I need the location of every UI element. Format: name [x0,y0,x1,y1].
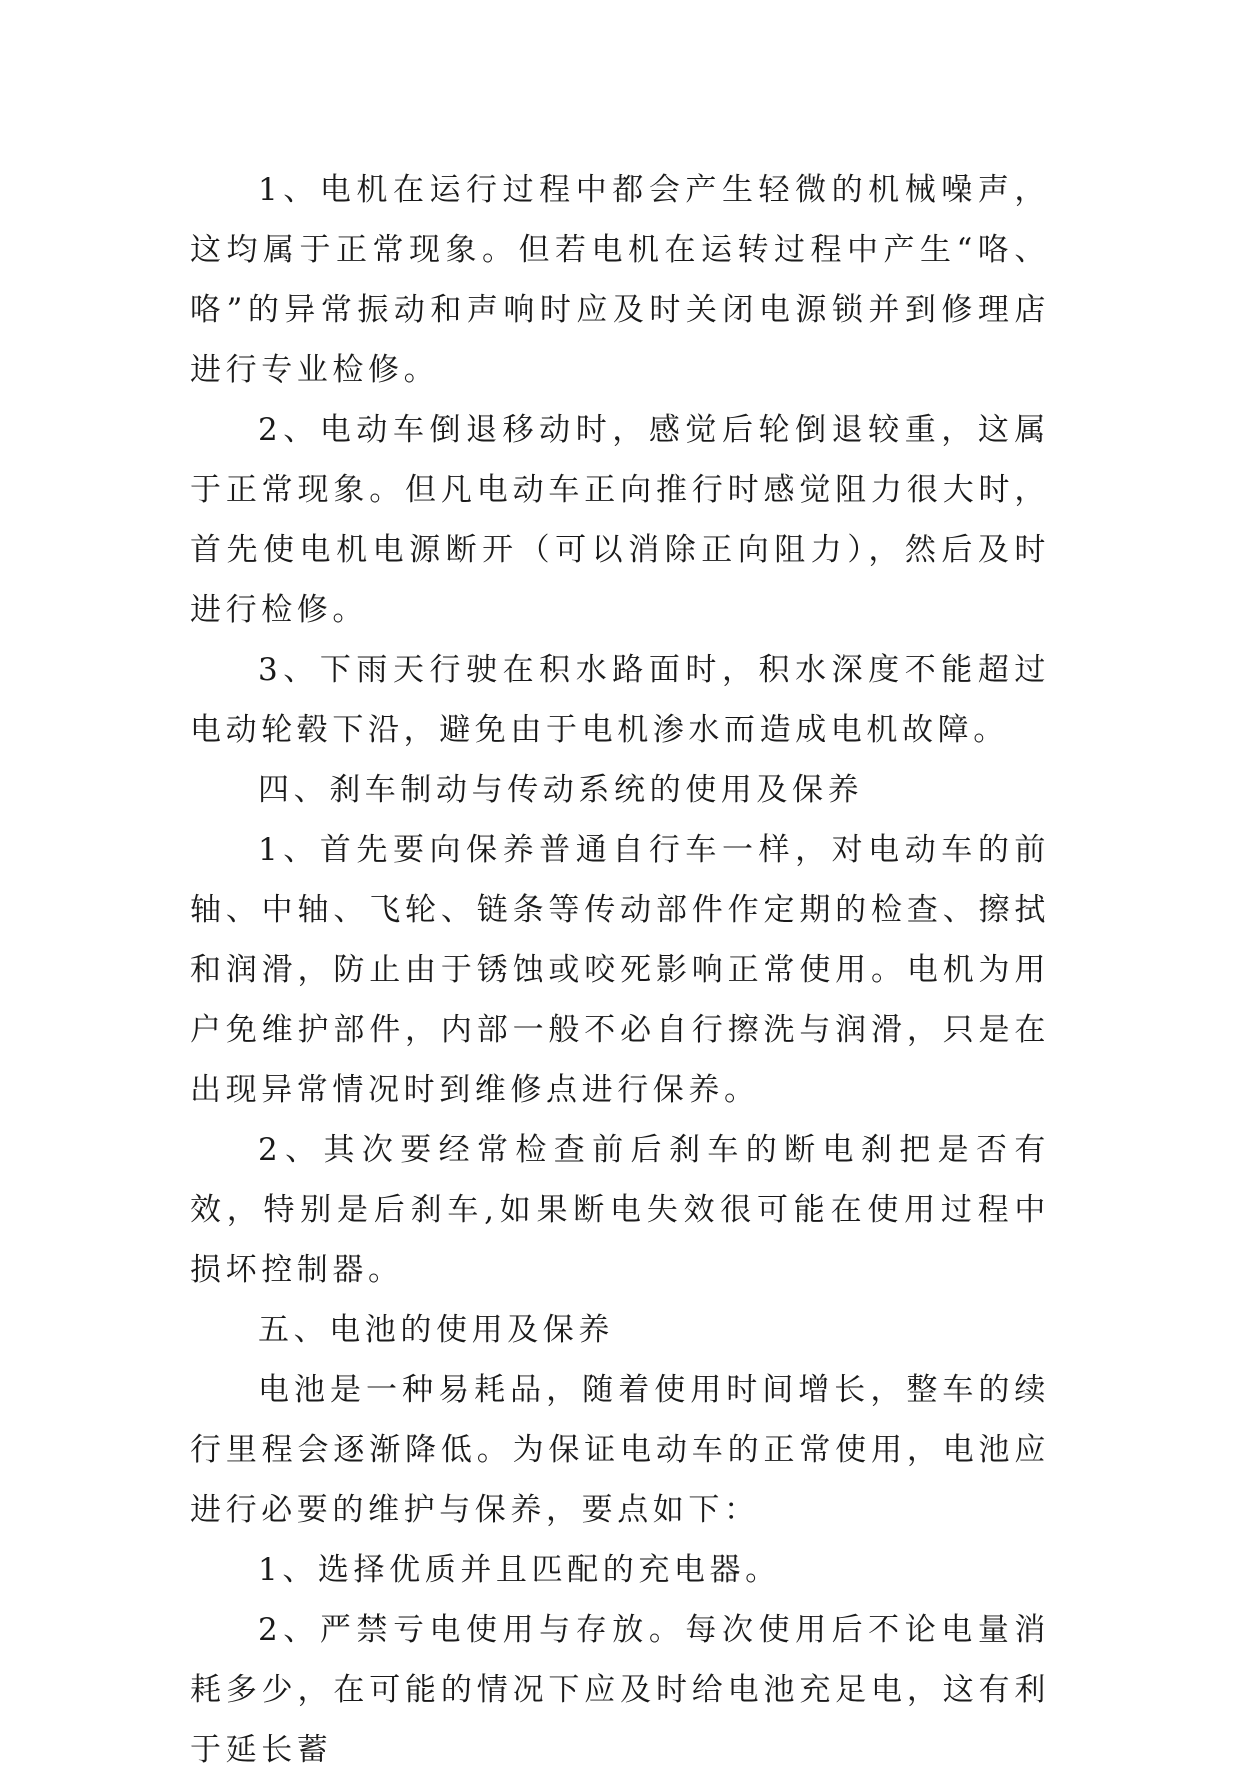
paragraph-motor-noise: 1、电机在运行过程中都会产生轻微的机械噪声，这均属于正常现象。但若电机在运转过程中产生“咯、咯”的异常振动和声响时应及时关闭电源锁并到修理店进行专业检修。 [190,172,1050,388]
paragraph-brake-check: 2、其次要经常检查前后刹车的断电刹把是否有效，特别是后刹车,如果断电失效很可能在使用过程中损坏控制器。 [190,1132,1050,1288]
document-page [190,160,1050,1780]
paragraph-rain-water: 3、下雨天行驶在积水路面时，积水深度不能超过电动轮毂下沿，避免由于电机渗水而造成电机故障。 [190,652,1050,748]
paragraph-battery-intro: 电池是一种易耗品，随着使用时间增长，整车的续行里程会逐渐降低。为保证电动车的正常使用，电池应进行必要的维护与保养，要点如下： [190,1372,1050,1528]
section-heading-brake-transmission: 四、刹车制动与传动系统的使用及保养 [258,772,864,808]
paragraph-maintain-transmission: 1、首先要向保养普通自行车一样，对电动车的前轴、中轴、飞轮、链条等传动部件作定期的检查、擦拭和润滑，防止由于锈蚀或咬死影响正常使用。电机为用户免维护部件，内部一般不必自行擦洗与润滑，只是在出现异常情况时到维修点进行保养。 [190,832,1050,1108]
paragraph-no-low-charge: 2、严禁亏电使用与存放。每次使用后不论电量消耗多少，在可能的情况下应及时给电池充足电，这有利于延长蓄 [190,1612,1050,1768]
paragraph-charger: 1、选择优质并且匹配的充电器。 [258,1552,781,1588]
paragraph-reverse-movement: 2、电动车倒退移动时，感觉后轮倒退较重，这属于正常现象。但凡电动车正向推行时感觉阻力很大时，首先使电机电源断开（可以消除正向阻力），然后及时进行检修。 [190,412,1050,628]
section-heading-battery: 五、电池的使用及保养 [258,1312,614,1348]
